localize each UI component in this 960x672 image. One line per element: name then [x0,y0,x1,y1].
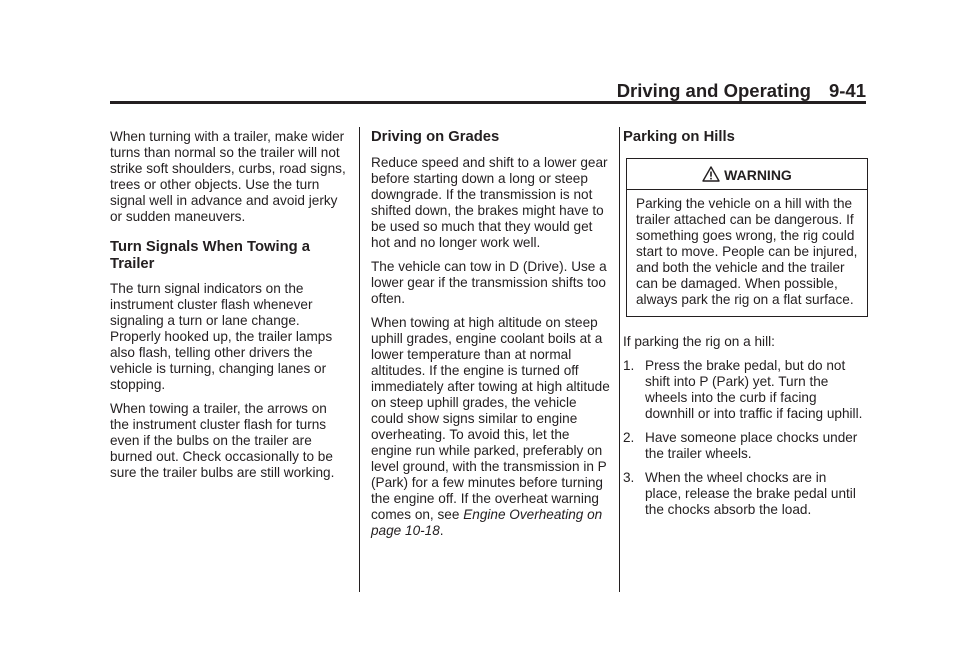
paragraph [371,315,611,539]
paragraph: When towing a trailer, the arrows on the instrument cluster flash for turns even if the bulbs on the trailer are burned out. Check occasionally to be sure the trailer bulbs are still working. [110,401,335,480]
paragraph: The turn signal indicators on the instrument cluster flash whenever signaling a turn or lane change. Properly hooked up, the trailer lamps also flash, telling other drivers the vehicle is turning, changing lanes or stopping. [110,281,333,392]
section-title: Driving and Operating [616,80,811,101]
step-text: Press the brake pedal, but do not shift into P (Park) yet. Turn the wheels into the curb if facing downhill or into traffic if facing uphill. [645,358,863,421]
warning-title: WARNING [724,167,792,183]
list-item [623,358,866,422]
cross-reference-link[interactable]: Engine Overheating on page 10-18 [371,507,603,538]
section-heading: Driving on Grades [371,129,500,145]
paragraph: If parking the rig on a hill: [623,334,775,349]
step-number: 1. [623,358,635,373]
warning-text: Parking the vehicle on a hill with the trailer attached can be dangerous. If something goes wrong, the rig could start to move. People can be injured, and both the vehicle and the trailer can be damaged. When possible, always park the rig on a flat surface. [636,196,858,307]
paragraph: When turning with a trailer, make wider turns than normal so the trailer will not strike soft shoulders, curbs, road signs, trees or other objects. Use the turn signal well in advance and avoid jerky or sudden maneuvers. [110,129,346,224]
paragraph: The vehicle can tow in D (Drive). Use a lower gear if the transmission shifts too often. [371,259,607,306]
section-heading: Parking on Hills [623,129,735,145]
warning-triangle-icon [702,166,720,182]
step-text: Have someone place chocks under the trailer wheels. [645,430,858,461]
column-divider [619,127,620,592]
header-rule [110,101,866,104]
step-number: 2. [623,430,635,445]
column-1 [110,129,348,489]
column-divider [359,127,360,592]
column-2 [371,129,611,547]
paragraph-end: . [439,523,444,538]
paragraph: Reduce speed and shift to a lower gear before starting down a long or steep downgrade. If the transmission is not shifted down, the brakes might have to be used so much that they would get hot and no longer work well. [371,155,608,250]
steps-list [623,358,866,518]
step-text: When the wheel chocks are in place, release the brake pedal until the chocks absorb the load. [645,470,856,517]
step-number: 3. [623,470,635,485]
paragraph-text: When towing at high altitude on steep uphill grades, engine coolant boils at a lower temperature than at normal altitudes. If the engine is turned off immediately after towing at high altitude on steep uphill grades, the vehicle could show signs similar to engine overheating. To avoid this, let the engine run while parked, preferably on level ground, with the transmission in P (Park) for a few minutes before turning the engine off. If the overheat warning comes on, see [371,315,610,522]
page-number: 9-41 [828,80,866,101]
page-header [110,80,866,102]
column-3 [623,129,866,526]
list-item [623,470,866,518]
section-heading: Turn Signals When Towing a Trailer [110,239,311,272]
warning-header [627,159,867,189]
list-item [623,430,866,462]
warning-box [626,158,868,317]
